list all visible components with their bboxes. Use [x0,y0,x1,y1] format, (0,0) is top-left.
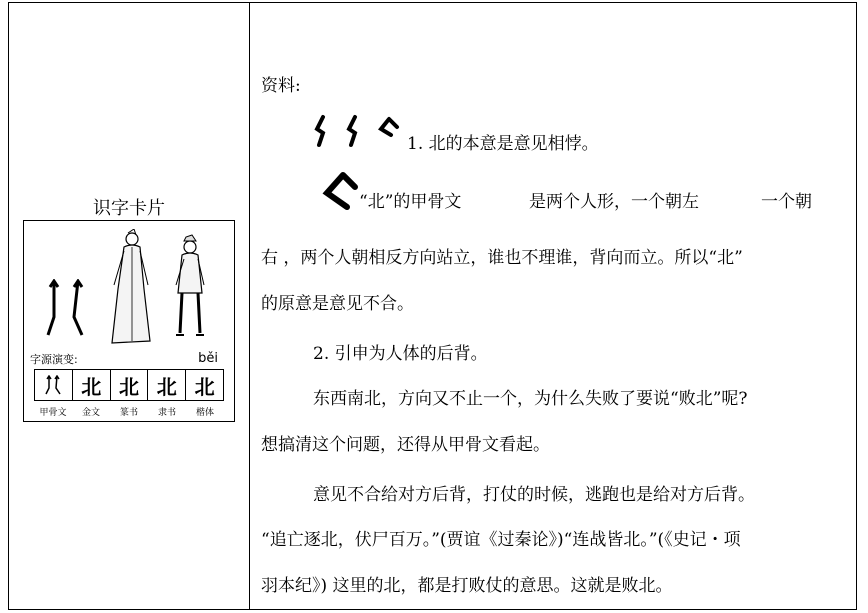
oracle-bei-inline-glyph [317,171,361,219]
column-divider [249,3,250,609]
form-regular: 北 [194,374,215,399]
paragraph-5: 2. 引申为人体的后背。 [313,344,488,364]
oracle-bei-glyph [44,279,88,339]
form-name: 甲骨文 [39,408,67,418]
evolution-row [34,369,224,401]
character-card [23,220,235,422]
evolution-names [34,405,224,418]
form-bronze: 北 [73,370,111,400]
paragraph-8: 意见不合给对方后背，打仗的时候，逃跑也是给对方后背。 [313,485,755,505]
paragraph-6: 东西南北，方向又不止一个，为什么失败了要说“败北”呢? [313,389,748,409]
paragraph-9: “追亡逐北，伏尸百万。”(贾谊《过秦论》)“连战皆北。”(《史记・项 [261,530,741,550]
paragraph-3: 右 ，两个人朝相反方向站立，谁也不理谁，背向而立。所以“北” [261,248,743,268]
pinyin: běi [198,351,218,366]
oracle-form-glyph [44,375,62,395]
paragraph-2b: 是两个人形，一个朝左 [529,192,699,212]
paragraph-1: 1. 北的本意是意见相悖。 [407,134,599,154]
oracle-person-glyphs [313,113,409,149]
form-seal: 北 [111,370,149,400]
paragraph-4: 的原意是意见不合。 [261,294,414,314]
form-name: 篆书 [119,408,138,418]
form-oracle [35,370,73,400]
evolution-label: 字源演变: [30,353,78,366]
heading: 资料: [261,76,301,96]
paragraph-2a: “北”的甲骨文 [359,192,462,212]
form-clerical: 北 [148,370,186,400]
form-name: 隶书 [157,408,176,418]
paragraph-2c: 一个朝 [761,192,812,212]
paragraph-10: 羽本纪》) 这里的北，都是打败仗的意思。这就是败北。 [261,576,673,596]
form-name: 金文 [81,408,100,418]
two-people-illustration [104,229,224,347]
form-name: 楷体 [195,408,214,418]
paragraph-7: 想搞清这个问题，还得从甲骨文看起。 [261,435,550,455]
document-table [8,2,857,610]
card-title: 识字卡片 [93,198,165,219]
